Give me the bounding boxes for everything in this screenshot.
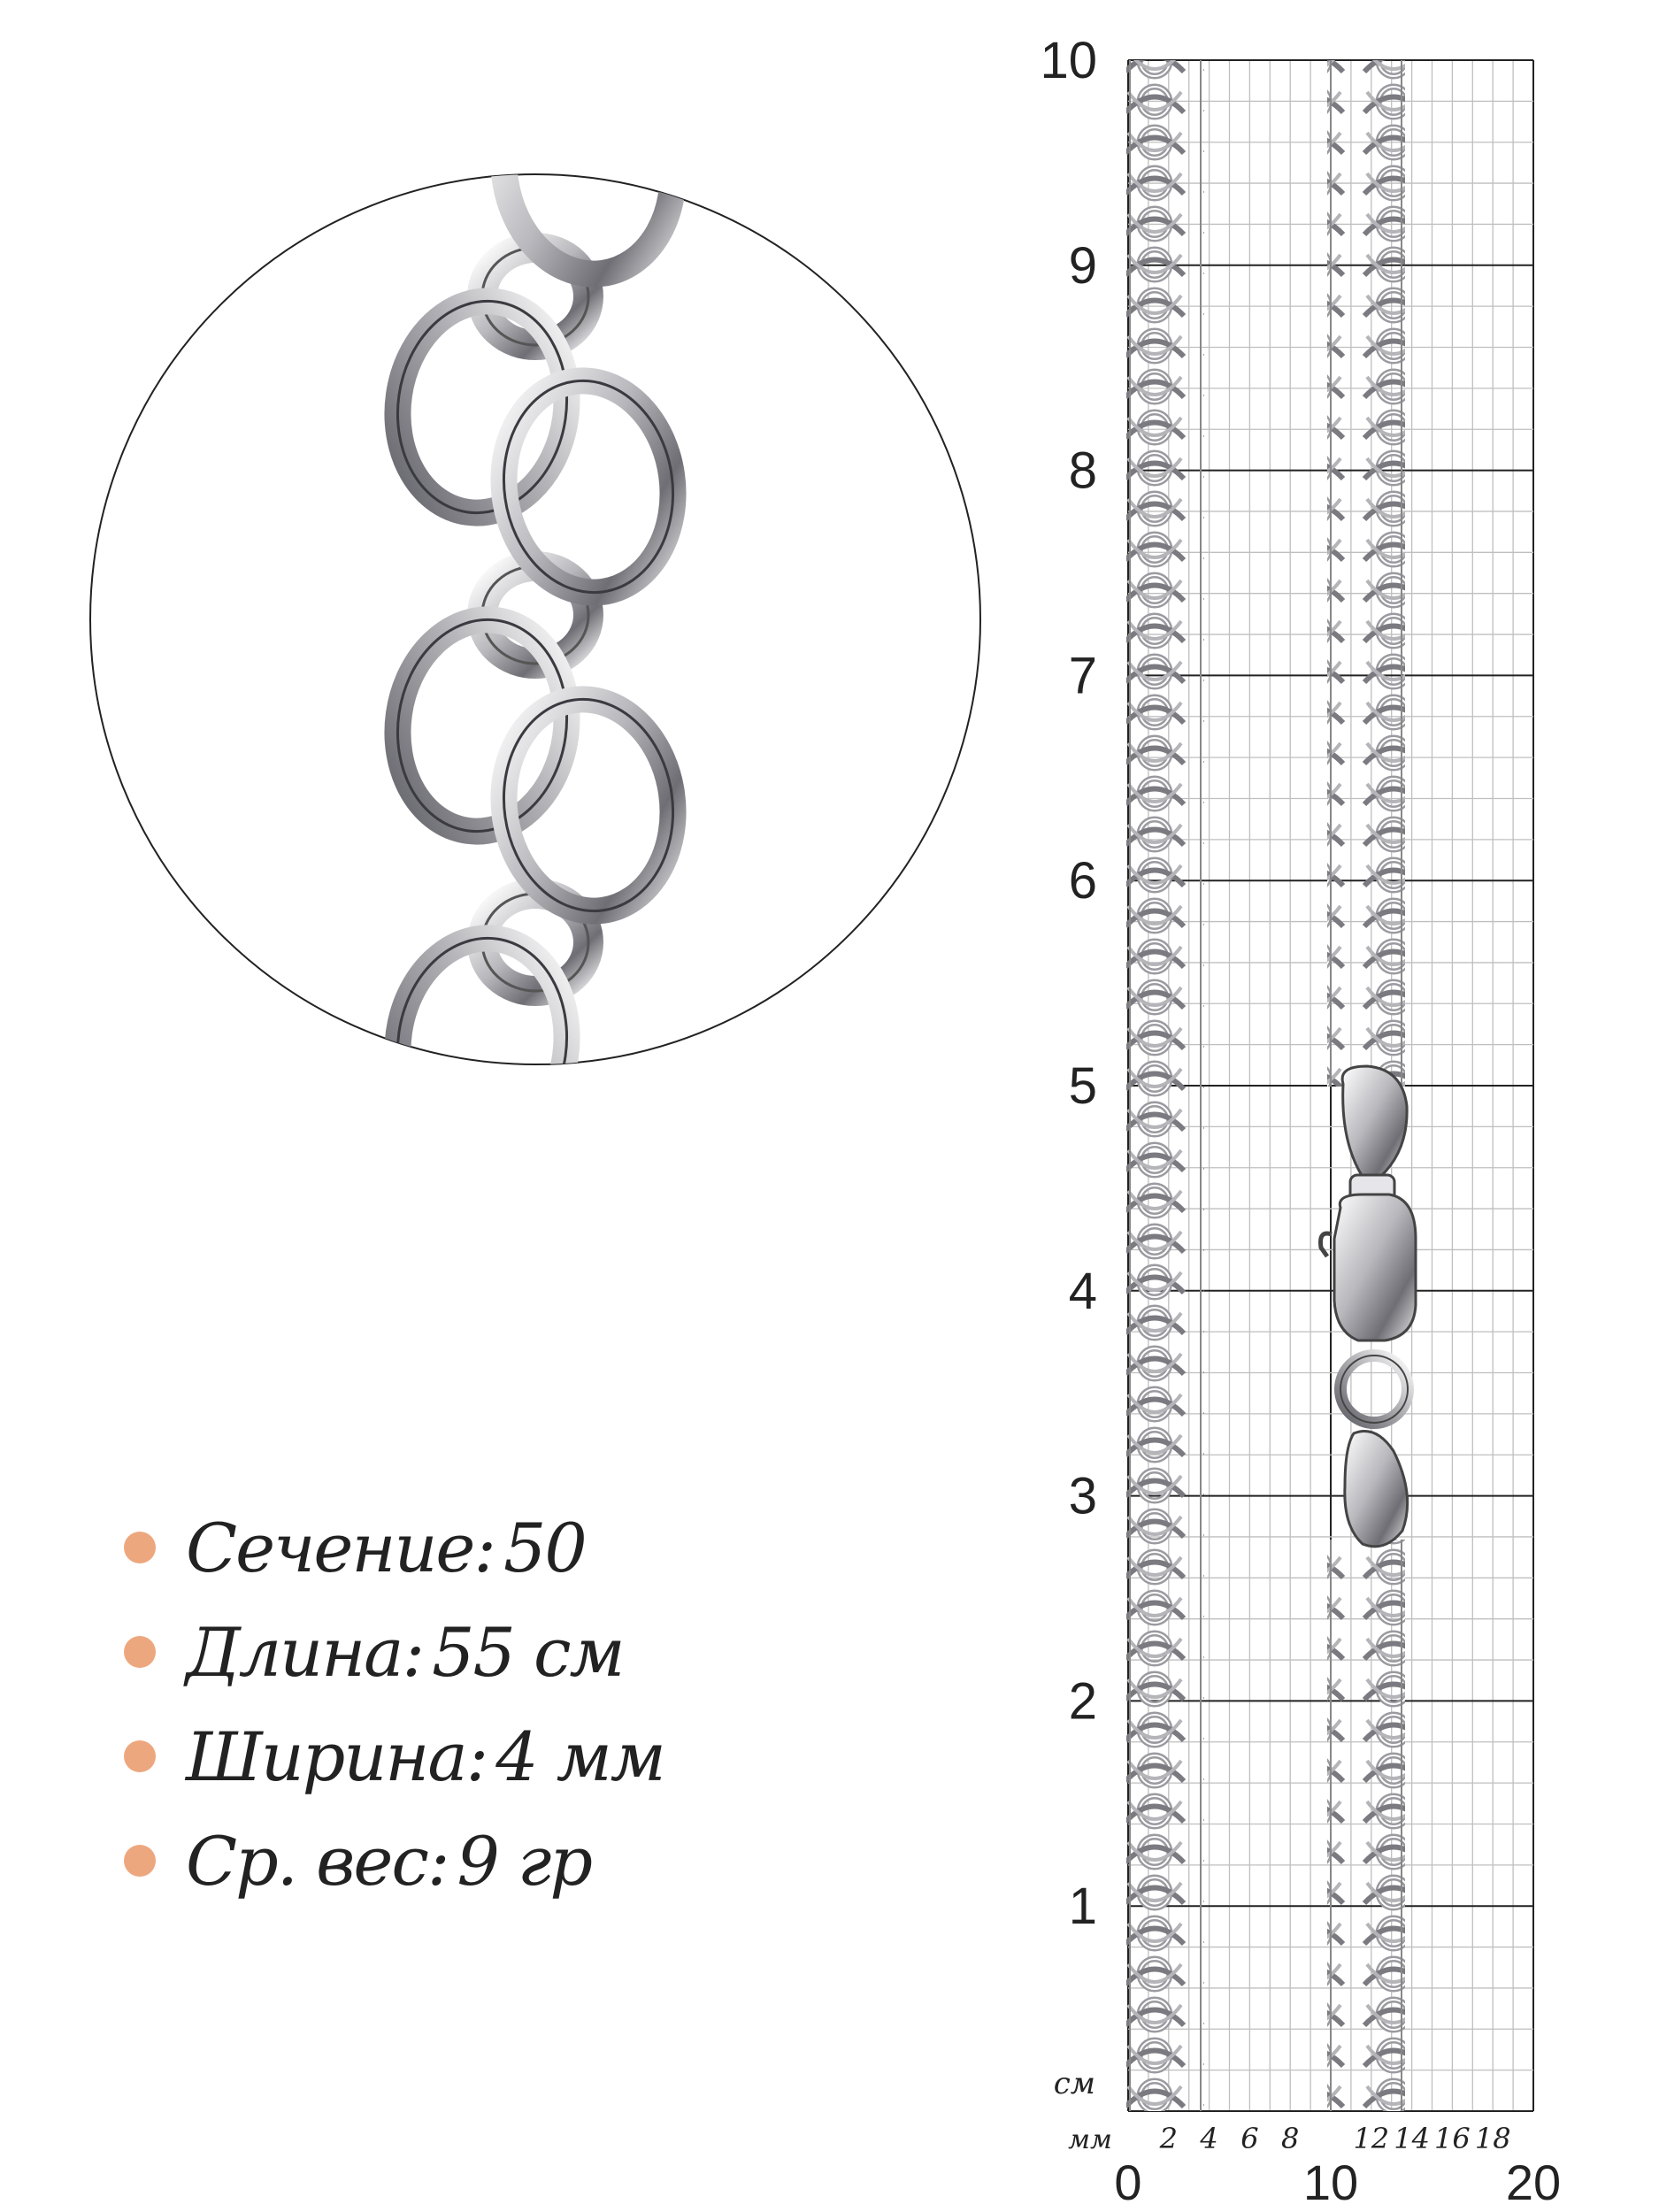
mm-tick-label-large: 20	[1505, 2154, 1562, 2210]
bullet-icon	[124, 1636, 156, 1668]
cm-tick-label: 7	[1068, 647, 1097, 705]
bullet-icon	[124, 1532, 156, 1563]
mm-tick-label: 4	[1200, 2122, 1218, 2155]
cm-unit-label: см	[1053, 2066, 1095, 2101]
mm-scale	[1068, 2122, 1561, 2210]
spec-item-weight	[124, 1809, 664, 1913]
lobster-clasp-icon	[1321, 1066, 1417, 1547]
spec-value: 9 гр	[457, 1821, 592, 1901]
mm-tick-label-large: 0	[1114, 2154, 1142, 2210]
spec-value: 50	[503, 1508, 586, 1587]
spec-value: 55 см	[432, 1612, 624, 1692]
spec-label: Ширина:	[186, 1717, 488, 1796]
spec-list	[124, 1495, 664, 1913]
spec-value: 4 мм	[495, 1717, 664, 1796]
cm-tick-label: 1	[1068, 1878, 1097, 1936]
mm-tick-label: 6	[1240, 2122, 1259, 2155]
mm-tick-label: 12	[1353, 2122, 1390, 2155]
bullet-icon	[124, 1845, 156, 1877]
cm-tick-label: 10	[1040, 32, 1097, 89]
cm-scale	[1040, 32, 1097, 2101]
spec-label: Сечение:	[186, 1508, 495, 1587]
mm-unit-label: мм	[1068, 2124, 1112, 2155]
cm-tick-label: 5	[1068, 1057, 1097, 1115]
mm-tick-label-large: 10	[1302, 2154, 1359, 2210]
mm-tick-label: 14	[1394, 2122, 1430, 2155]
cm-tick-label: 2	[1068, 1672, 1097, 1731]
spec-label: Ср. вес:	[186, 1821, 449, 1901]
mm-tick-label: 18	[1474, 2122, 1511, 2155]
cm-tick-label: 8	[1068, 442, 1097, 500]
spec-item-length	[124, 1600, 664, 1704]
spec-item-section	[124, 1495, 664, 1600]
bullet-icon	[124, 1740, 156, 1772]
mm-tick-label: 8	[1281, 2122, 1300, 2155]
cm-tick-label: 9	[1068, 236, 1097, 295]
chain-closeup-icon	[90, 51, 980, 1161]
cm-tick-label: 3	[1068, 1467, 1097, 1525]
spec-label: Длина:	[186, 1612, 424, 1692]
spec-item-width	[124, 1704, 664, 1809]
cm-tick-label: 6	[1068, 852, 1097, 910]
cm-tick-label: 4	[1068, 1262, 1097, 1320]
mm-tick-label: 2	[1159, 2122, 1178, 2155]
mm-tick-label: 16	[1434, 2122, 1471, 2155]
